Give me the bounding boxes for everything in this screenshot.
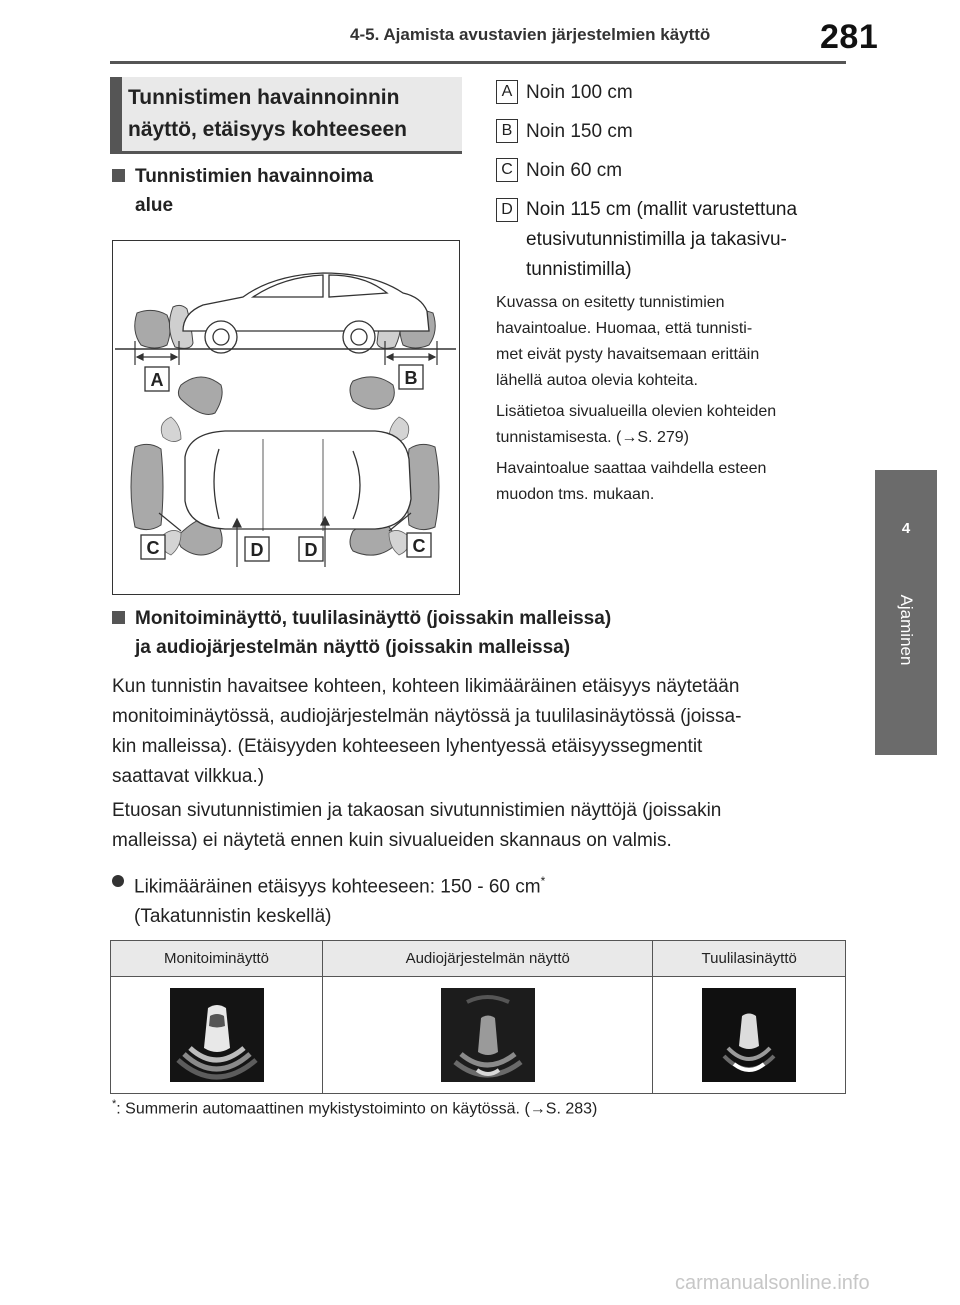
svg-text:B: B [404, 368, 418, 388]
legend-value-b: Noin 150 cm [526, 121, 633, 142]
label-c-right [407, 533, 431, 557]
section-heading-bar [110, 77, 122, 154]
section-heading: Tunnistimen havainnoinnin näyttö, etäisyys kohteeseen [128, 86, 407, 141]
note-line: Kuvassa on esitetty tunnistimien [496, 294, 725, 311]
legend-key-d: D [496, 198, 518, 222]
bullet-text: Likimääräinen etäisyys kohteeseen: 150 - 60 cm [134, 876, 541, 898]
paragraph-line: kin malleissa). (Etäisyyden kohteeseen lyhentyessä etäisyyssegmentit [112, 736, 703, 757]
paragraph-line: malleissa) ei näytetä ennen kuin sivualueiden skannaus on valmis. [112, 830, 672, 851]
table-header-hud: Tuulilasinäyttö [653, 941, 846, 977]
header-rule [110, 61, 846, 64]
legend-value-d-line3: tunnistimilla) [526, 259, 632, 280]
chapter-title: Ajaminen [897, 594, 916, 666]
bullet-subtext: (Takatunnistin keskellä) [134, 906, 332, 928]
note-side-areas [496, 399, 846, 451]
hud-screen-image [702, 988, 796, 1082]
svg-text:A: A [150, 370, 164, 390]
subhead-displays [112, 604, 852, 662]
table-cell-multi-display [111, 977, 323, 1094]
legend-value-d-line2: etusivutunnistimilla ja takasivu- [526, 229, 787, 250]
svg-text:D: D [304, 540, 318, 560]
legend-value-c: Noin 60 cm [526, 160, 623, 181]
subhead-detection-area-line1: Tunnistimien havainnoima [135, 166, 374, 187]
note-line: muodon tms. mukaan. [496, 486, 655, 503]
note-line: met eivät pysty havaitsemaan erittäin [496, 346, 760, 363]
square-bullet-icon [112, 169, 125, 182]
label-d-right [299, 537, 323, 561]
bullet-approx-distance [112, 866, 852, 932]
subhead-displays-line1: Monitoiminäyttö, tuulilasinäyttö (joissakin malleissa) [135, 608, 612, 629]
car-top-view [185, 431, 411, 531]
audio-display-screen-image [441, 988, 535, 1082]
legend-value-d-line1: Noin 115 cm (mallit varustettuna [526, 199, 798, 220]
label-a [145, 367, 169, 391]
note-line: Havaintoalue saattaa vaihdella esteen [496, 460, 767, 477]
subhead-detection-area [112, 162, 452, 220]
subhead-detection-area-line2: alue [135, 195, 174, 216]
subhead-displays-line2: ja audiojärjestelmän näyttö (joissakin malleissa) [135, 637, 571, 658]
paragraph-line: Etuosan sivutunnistimien ja takaosan sivutunnistimien näyttöjä (joissakin [112, 800, 722, 821]
bullet-dot-icon [112, 875, 124, 887]
table-header-multi-display: Monitoiminäyttö [111, 941, 323, 977]
footnote [112, 1098, 597, 1118]
watermark: carmanualsonline.info [675, 1272, 870, 1294]
label-b [399, 365, 423, 389]
front-sensor-zone-left [135, 310, 170, 348]
note-area-varies [496, 456, 846, 508]
note-line: tunnistamisesta. (→S. 279) [496, 429, 689, 446]
paragraph-line: Kun tunnistin havaitsee kohteen, kohteen likimääräinen etäisyys näytetään [112, 676, 740, 697]
table-row [111, 977, 846, 1094]
label-c-left [141, 535, 165, 559]
legend-value-a: Noin 100 cm [526, 82, 633, 103]
table-cell-audio-display [323, 977, 653, 1094]
paragraph-line: saattavat vilkkua.) [112, 766, 265, 787]
legend-key-a: A [496, 80, 518, 104]
multi-display-screen-image [170, 988, 264, 1082]
legend-key-c: C [496, 158, 518, 182]
table-header-row [111, 941, 846, 977]
legend-value-d [526, 195, 856, 285]
table-header-audio-display: Audiojärjestelmän näyttö [323, 941, 653, 977]
chapter-number: 4 [901, 520, 911, 537]
square-bullet-icon [112, 611, 125, 624]
svg-text:C: C [146, 538, 160, 558]
svg-text:D: D [250, 540, 264, 560]
note-line: Lisätietoa sivualueilla olevien kohteiden [496, 403, 777, 420]
note-line: lähellä autoa olevia kohteita. [496, 372, 698, 389]
paragraph-side-scan [112, 796, 852, 856]
paragraph-distance-display [112, 672, 852, 792]
note-line: havaintoalue. Huomaa, että tunnisti- [496, 320, 753, 337]
footnote-marker: * [540, 874, 546, 888]
sensor-area-illustration [113, 241, 458, 593]
running-header-section: 4-5. Ajamista avustavien järjestelmien käyttö [350, 25, 711, 44]
display-table [110, 940, 846, 1094]
legend-key-b: B [496, 119, 518, 143]
svg-text:C: C [412, 536, 426, 556]
table-cell-hud [653, 977, 846, 1094]
label-d-left [245, 537, 269, 561]
note-detection-limit [496, 290, 846, 394]
footnote-text: : Summerin automaattinen mykistystoiminto on käytössä. (→S. 283) [116, 1100, 598, 1118]
footnote-marker: * [112, 1098, 117, 1110]
page-number: 281 [820, 18, 879, 56]
paragraph-line: monitoiminäytössä, audiojärjestelmän näytössä ja tuulilasinäytössä (joissa- [112, 706, 742, 727]
sensor-area-figure [112, 240, 460, 595]
